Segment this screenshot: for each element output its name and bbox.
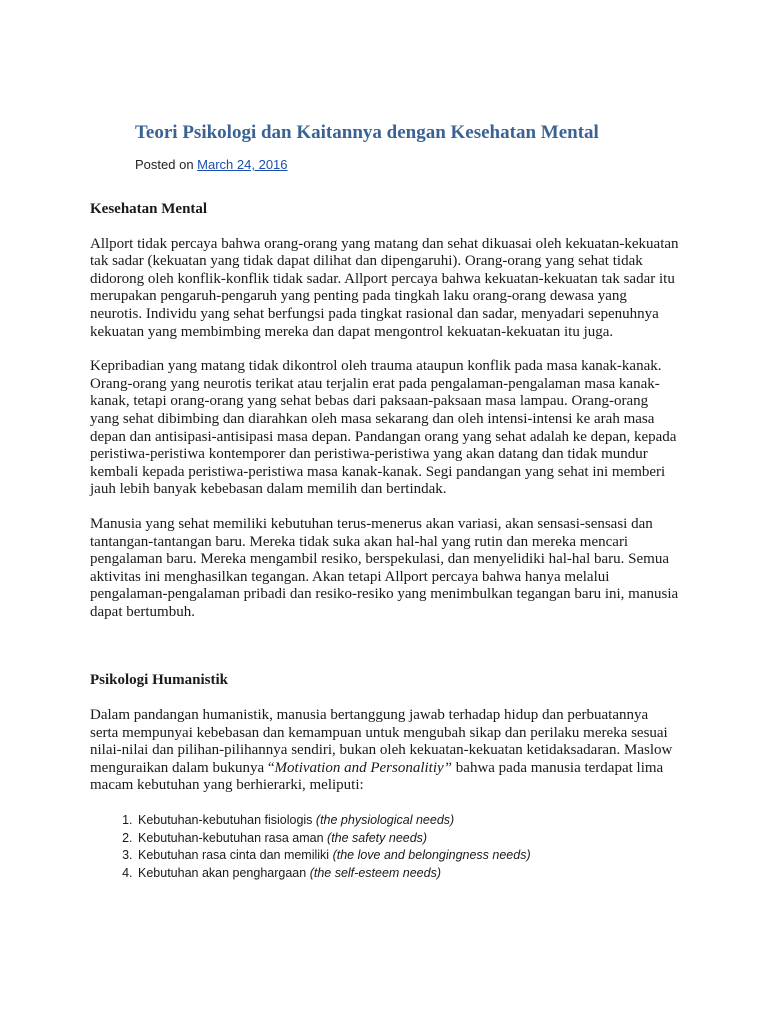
article-body (90, 201, 680, 882)
paragraph: Manusia yang sehat memiliki kebutuhan terus-menerus akan variasi, akan sensasi-sensasi dan tantangan-tantangan baru. Mereka tidak suka akan hal-hal yang rutin dan mereka mencari pengalaman baru. Mereka mengambil resiko, berspekulasi, dan menyelidiki hal-hal baru. Semua aktivitas ini menghasilkan tegangan. Akan tetapi Allport percaya bahwa hanya melalui pengalaman-pengalaman pribadi dan resiko-resiko yang menimbulkan tegangan baru ini, manusia dapat bertumbuh. (90, 515, 679, 620)
need-note: (the physiological needs) (315, 813, 455, 828)
list-item (136, 847, 680, 865)
need-text: Kebutuhan rasa cinta dan memiliki (138, 848, 333, 863)
list-item (136, 865, 680, 883)
spacer (90, 638, 680, 672)
section-heading-kesehatan-mental: Kesehatan Mental (90, 201, 208, 217)
need-note: (the love and belongingness needs) (332, 848, 531, 863)
paragraph (90, 707, 680, 795)
page-title: Teori Psikologi dan Kaitannya dengan Kesehatan Mental (135, 122, 599, 143)
needs-list (90, 812, 680, 882)
need-text: Kebutuhan akan penghargaan (138, 865, 310, 880)
paragraph-text: bahwa pada manusia terdapat lima macam kebutuhan yang berhierarki, meliputi: (90, 759, 664, 794)
paragraph: Kepribadian yang matang tidak dikontrol oleh trauma ataupun konflik pada masa kanak-kanak. Orang-orang yang neurotis terikat atau terjalin erat pada pengalaman-pengalaman masa kanak-kanak, tetapi orang-orang yang sehat bebas dari paksaan-paksaan masa lampau. Orang-orang yang sehat dibimbing dan diarahkan oleh masa sekarang dan oleh intensi-intensi ke arah masa depan dan antisipasi-antisipasi masa depan. Pandangan orang yang sehat adalah ke depan, kepada peristiwa-peristiwa kontemporer dan peristiwa-peristiwa yang akan datang dan tidak mundur kembali kepada peristiwa-peristiwa masa kanak-kanak. Segi pandangan yang sehat ini memberi jauh lebih banyak kebebasan dalam memilih dan bertindak. (90, 358, 677, 498)
posted-label: Posted on (135, 157, 194, 172)
book-title: Motivation and Personalitiy” (274, 759, 453, 776)
section-heading-psikologi-humanistik: Psikologi Humanistik (90, 672, 228, 689)
paragraph: Allport tidak percaya bahwa orang-orang yang matang dan sehat dikuasai oleh kekuatan-kekuatan tak sadar (kekuatan yang tidak dapat dilihat dan dipengaruhi). Orang-orang yang sehat tidak didorong oleh konflik-konflik tidak sadar. Allport percaya bahwa kekuatan-kekuatan tak sadar itu merupakan pengaruh-pengaruh yang penting pada tingkah laku orang-orang dewasa yang neurotis. Individu yang sehat berfungsi pada tingkat rasional dan sadar, menyadari sepenuhnya kekuatan yang membimbing mereka dan dapat mengontrol kekuatan-kekuatan itu juga. (90, 235, 679, 340)
need-note: (the safety needs) (327, 830, 428, 845)
post-meta (135, 157, 288, 172)
posted-date-link[interactable]: March 24, 2016 (197, 157, 288, 172)
paragraph-text: Dalam pandangan humanistik, manusia bertanggung jawab terhadap hidup dan perbuatannya serta mempunyai kebebasan dan kemampuan untuk mengubah sikap dan perilaku mereka sesuai nilai-nilai dan pilihan-pilihannya sendiri, bukan oleh kekuatan-kekuatan ketidaksadaran. Maslow menguraikan dalam bukunya “ (90, 707, 673, 776)
need-note: (the self-esteem needs) (309, 865, 441, 880)
need-text: Kebutuhan-kebutuhan rasa aman (138, 830, 328, 845)
list-item (136, 830, 680, 848)
need-text: Kebutuhan-kebutuhan fisiologis (138, 813, 316, 828)
list-item (136, 812, 680, 830)
